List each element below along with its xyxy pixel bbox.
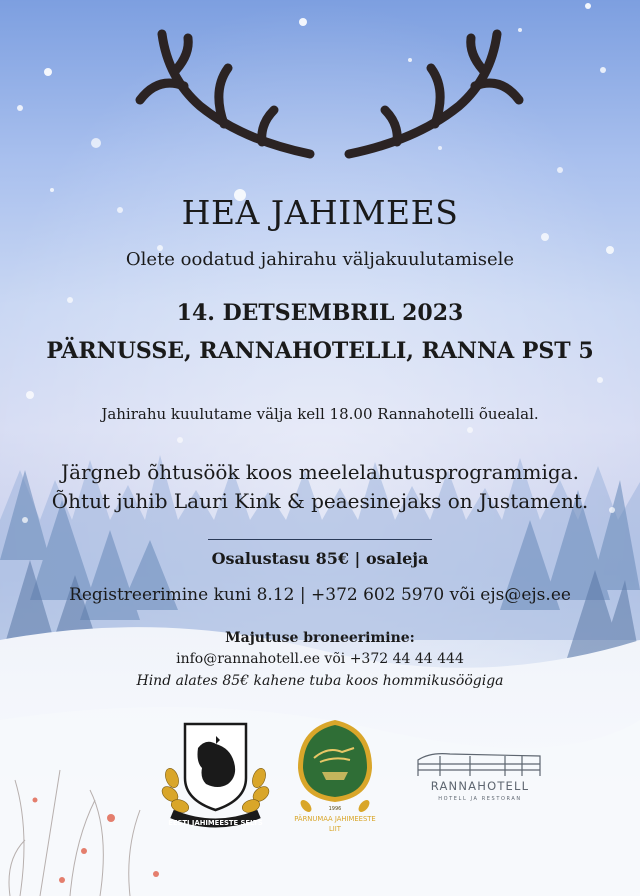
rannahotell-logo-subtext: HOTELL JA RESTORAN	[438, 796, 522, 802]
housing-heading: Majutuse broneerimine:	[225, 630, 415, 646]
capercaillie-shield-icon	[185, 724, 246, 810]
hotel-building-icon	[418, 754, 540, 776]
housing-price: Hind alates 85€ kahene tuba koos hommikusöögiga	[136, 673, 504, 689]
announcement-text: Jahirahu kuulutame välja kell 18.00 Rannahotelli õuealal.	[101, 405, 539, 423]
divider	[208, 539, 432, 540]
dinner-text-line2: Õhtut juhib Lauri Kink & peaesinejaks on Justament.	[51, 489, 589, 513]
participation-fee: Osalustasu 85€ | osaleja	[211, 549, 429, 568]
poster-title: HEA JAHIMEES	[181, 193, 459, 232]
ejs-logo	[158, 718, 273, 833]
pjl-logo-text-line1: PÄRNUMAA JAHIMEESTE	[294, 815, 376, 823]
pjl-logo-year: 1996	[328, 806, 342, 812]
dinner-text-line1: Järgneb õhtusöök koos meelelahutusprogrammiga.	[61, 460, 579, 484]
antlers-icon	[132, 28, 527, 163]
event-date: 14. DETSEMBRIL 2023	[176, 300, 464, 326]
pjl-logo	[292, 718, 378, 836]
pjl-logo-text-line2: LIIT	[329, 825, 341, 833]
rannahotell-logo	[410, 748, 550, 808]
ejs-logo-text: EESTI JAHIMEESTE SELTS	[168, 819, 263, 827]
registration-info: Registreerimine kuni 8.12 | +372 602 5970 või ejs@ejs.ee	[69, 585, 571, 605]
hunting-badge-icon	[298, 720, 372, 802]
poster-subtitle: Olete oodatud jahirahu väljakuulutamisele	[125, 249, 515, 270]
event-place: PÄRNUSSE, RANNAHOTELLI, RANNA PST 5	[46, 338, 594, 364]
housing-contact: info@rannahotell.ee või +372 44 44 444	[176, 651, 464, 667]
rannahotell-logo-text: RANNAHOTELL	[430, 779, 530, 793]
